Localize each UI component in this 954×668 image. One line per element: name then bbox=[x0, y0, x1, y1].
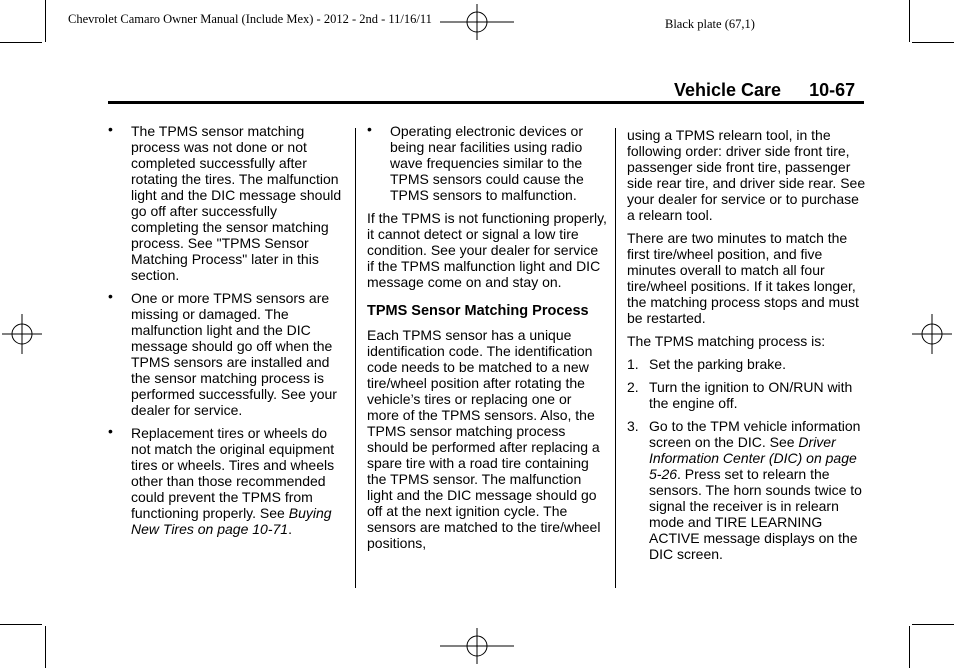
step-item bbox=[627, 418, 867, 562]
subsection-heading: TPMS Sensor Matching Process bbox=[367, 303, 589, 319]
section-title: Vehicle Care bbox=[674, 80, 782, 100]
list-item bbox=[108, 123, 348, 283]
column-divider bbox=[355, 128, 356, 588]
step-number: 3. bbox=[627, 418, 639, 434]
list-item bbox=[108, 425, 348, 537]
crop-mark bbox=[909, 0, 910, 42]
step-number: 2. bbox=[627, 379, 639, 395]
paragraph: There are two minutes to match the first tire/wheel position, and five minutes overall to match all four tire/wheel positions. If it takes longer, the matching process stops and must be restarted. bbox=[627, 230, 859, 326]
step-item bbox=[627, 379, 867, 411]
paragraph: using a TPMS relearn tool, in the following order: driver side front tire, passenger side front tire, passenger side rear tire, and driver side rear. See your dealer for service or to purchase a relearn tool. bbox=[627, 127, 866, 223]
list-item-text: One or more TPMS sensors are missing or damaged. The malfunction light and the DIC message should go off when the TPMS sensors are installed and the sensor matching process is performed successfully. See your dealer for service. bbox=[131, 290, 337, 418]
list-item-text: Operating electronic devices or being near facilities using radio wave frequencies similar to the TPMS sensors could cause the TPMS sensors to malfunction. bbox=[390, 123, 584, 203]
plate-label: Black plate (67,1) bbox=[665, 17, 755, 31]
step-item bbox=[627, 356, 867, 372]
registration-mark-icon bbox=[440, 4, 514, 40]
list-item-text: The TPMS sensor matching process was not done or not completed successfully after rotating the tires. The malfunction light and the DIC message should go off after successfully completing the sensor matching process. See "TPMS Sensor Matching Process" later in this section. bbox=[131, 123, 342, 283]
column-3 bbox=[627, 127, 867, 569]
list-item-text: Replacement tires or wheels do not match the original equipment tires or wheels. Tires and wheels other than those recommended could prevent the TPMS from functioning properly. See bbox=[131, 425, 335, 521]
list-item-text-end: . bbox=[288, 521, 292, 537]
crop-mark bbox=[0, 42, 42, 43]
manual-info: Chevrolet Camaro Owner Manual (Include Mex) - 2012 - 2nd - 11/16/11 bbox=[68, 12, 432, 26]
crop-mark bbox=[0, 624, 42, 625]
crop-mark bbox=[912, 624, 954, 625]
list-item bbox=[367, 123, 607, 203]
crop-mark bbox=[45, 0, 46, 42]
cross-reference-link[interactable]: Driver Information Center (DIC) on page 5-26 bbox=[649, 434, 857, 482]
bullet-icon: • bbox=[108, 423, 113, 439]
section-rule bbox=[108, 101, 864, 104]
step-text: Turn the ignition to ON/RUN with the engine off. bbox=[649, 379, 853, 411]
step-text: Go to the TPM vehicle information screen on the DIC. See bbox=[649, 418, 861, 450]
page-number: 10-67 bbox=[809, 80, 856, 100]
section-header bbox=[674, 80, 855, 101]
step-text: Set the parking brake. bbox=[649, 356, 786, 372]
bullet-icon: • bbox=[367, 121, 372, 137]
crop-mark bbox=[909, 626, 910, 668]
cross-reference-link[interactable]: Buying New Tires on page 10-71 bbox=[131, 505, 332, 537]
bullet-icon: • bbox=[108, 288, 113, 304]
registration-mark-icon bbox=[912, 314, 952, 354]
step-number: 1. bbox=[627, 356, 639, 372]
crop-mark bbox=[45, 626, 46, 668]
column-1 bbox=[108, 123, 348, 544]
list-item bbox=[108, 290, 348, 418]
column-divider bbox=[615, 128, 616, 588]
paragraph: Each TPMS sensor has a unique identification code. The identification code needs to be matched to a new tire/wheel position after rotating the vehicle’s tires or replacing one or more of the TPMS sensors. Also, the TPMS sensor matching process should be performed after replacing a spare tire with a road tire containing the TPMS sensor. The malfunction light and the DIC message should go off at the next ignition cycle. The sensors are matched to the tire/wheel positions, bbox=[367, 327, 601, 551]
column-2 bbox=[367, 123, 607, 558]
registration-mark-icon bbox=[440, 628, 514, 664]
bullet-icon: • bbox=[108, 121, 113, 137]
paragraph: The TPMS matching process is: bbox=[627, 333, 826, 349]
registration-mark-icon bbox=[2, 314, 42, 354]
paragraph: If the TPMS is not functioning properly, it cannot detect or signal a low tire condition. See your dealer for service if the TPMS malfunction light and DIC message come on and stay on. bbox=[367, 210, 607, 290]
step-text-end: . Press set to relearn the sensors. The horn sounds twice to signal the receiver is in relearn mode and TIRE LEARNING ACTIVE message displays on the DIC screen. bbox=[649, 466, 862, 562]
crop-mark bbox=[912, 42, 954, 43]
